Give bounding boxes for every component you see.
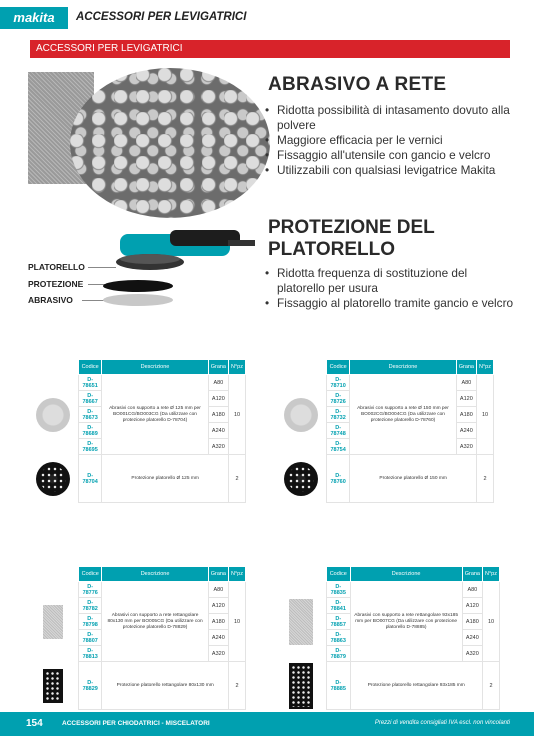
table-row: D-78841 A120: [276, 598, 500, 614]
bullet: • Fissaggio al platorello tramite gancio e velcro: [265, 296, 515, 311]
round-pad-image: [284, 462, 318, 496]
table-row: D-78651 Abrasivi con supporto a rete Ø 125 mm per BO001CG/BO003CG (Da utilizzare con protezione platorello D-78704) A80 10: [28, 375, 246, 391]
pad-disc-image: [103, 280, 173, 292]
table-row: D-78695 A320: [28, 439, 246, 455]
col-codice: Codice: [327, 567, 351, 582]
table-row: D-78835 Abrasivi con supporto a rete rettangolare 93x185 mm per BO007CG (Da utilizzare con protezione platorello D-78885) A80 10: [276, 582, 500, 598]
table-row: D-78732 A180: [276, 407, 494, 423]
mesh-zoom-image: [70, 68, 270, 218]
sander-image: [110, 222, 255, 282]
col-grana: Grana: [456, 360, 476, 375]
top-bar: [0, 0, 534, 38]
section-banner: ACCESSORI PER LEVIGATRICI: [30, 40, 510, 58]
col-npz: N°pz: [477, 360, 494, 375]
table-row: D-78748 A240: [276, 423, 494, 439]
protection-bullets: [265, 266, 515, 311]
label-platorello: PLATORELLO: [28, 262, 85, 272]
abrasive-disc-image: [103, 294, 173, 306]
table-row: D-78829 Protezione platorello rettangolare 80x130 mm 2: [28, 662, 246, 710]
protection-title: PROTEZIONE DEL PLATORELLO: [268, 217, 435, 260]
leader-line: [82, 300, 104, 301]
table-row: D-78782 A120: [28, 598, 246, 614]
bullet: • Ridotta possibilità di intasamento dovuto alla polvere: [265, 103, 515, 133]
table-row: D-78857 A180: [276, 614, 500, 630]
table-row: D-78807 A240: [28, 630, 246, 646]
table-row: D-78689 A240: [28, 423, 246, 439]
table-row: D-78813 A320: [28, 646, 246, 662]
page-header-title: ACCESSORI PER LEVIGATRICI: [76, 11, 247, 23]
col-npz: N°pz: [229, 567, 246, 582]
col-codice: Codice: [79, 360, 102, 375]
product-table-150: [276, 359, 494, 503]
table-row: D-78798 A180: [28, 614, 246, 630]
bullet: • Ridotta frequenza di sostituzione del platorello per usura: [265, 266, 515, 296]
col-grana: Grana: [208, 360, 228, 375]
table-row: D-78754 A320: [276, 439, 494, 455]
col-descrizione: Descrizione: [102, 567, 208, 582]
col-grana: Grana: [462, 567, 482, 582]
col-codice: Codice: [327, 360, 350, 375]
col-grana: Grana: [208, 567, 228, 582]
table-row: D-78885 Protezione platorello rettangolare 93x185 mm 2: [276, 662, 500, 710]
table-row: D-78667 A120: [28, 391, 246, 407]
rect-pad-image: [289, 663, 313, 709]
leader-line: [88, 267, 116, 268]
product-table-125: [28, 359, 246, 503]
table-row: D-78776 Abrasivi con supporto a rete rettangolare 80x130 mm per BO005CG (Da utilizzare con protezione platorello D-78829) A80 10: [28, 582, 246, 598]
bullet: • Maggiore efficacia per le vernici: [265, 133, 515, 148]
bullet: • Fissaggio all'utensile con gancio e velcro: [265, 148, 515, 163]
mesh-bullets: [265, 103, 515, 178]
round-pad-image: [36, 462, 70, 496]
col-descrizione: Descrizione: [350, 567, 462, 582]
footer-note: Prezzi di vendita consigliati IVA escl. non vincolanti: [374, 720, 510, 726]
product-table-93x185: [276, 566, 500, 710]
table-row: D-78863 A240: [276, 630, 500, 646]
page-footer: [0, 712, 534, 736]
label-abrasivo: ABRASIVO: [28, 295, 73, 305]
table-row: D-78704 Protezione platorello Ø 125 mm 2: [28, 455, 246, 503]
page-number: 154: [26, 718, 43, 729]
product-table-80x130: [28, 566, 246, 710]
round-mesh-image: [36, 398, 70, 432]
table-row: D-78710 Abrasivi con supporto a rete Ø 150 mm per BO002CG/BO004CG (Da utilizzare con protezione platorello D-78760) A80 10: [276, 375, 494, 391]
col-npz: N°pz: [229, 360, 246, 375]
col-descrizione: Descrizione: [350, 360, 456, 375]
col-npz: N°pz: [483, 567, 500, 582]
label-protezione: PROTEZIONE: [28, 279, 84, 289]
col-descrizione: Descrizione: [102, 360, 208, 375]
makita-logo: makita: [0, 7, 68, 29]
table-row: D-78879 A320: [276, 646, 500, 662]
table-row: D-78760 Protezione platorello Ø 150 mm 2: [276, 455, 494, 503]
col-codice: Codice: [79, 567, 102, 582]
mesh-title: ABRASIVO A RETE: [268, 74, 447, 95]
table-row: D-78726 A120: [276, 391, 494, 407]
rect-mesh-image: [43, 605, 63, 639]
rect-pad-image: [43, 669, 63, 703]
round-mesh-image: [284, 398, 318, 432]
footer-section: ACCESSORI PER CHIODATRICI - MISCELATORI: [62, 720, 210, 727]
table-row: D-78673 A180: [28, 407, 246, 423]
rect-mesh-image: [289, 599, 313, 645]
bullet: • Utilizzabili con qualsiasi levigatrice Makita: [265, 163, 515, 178]
